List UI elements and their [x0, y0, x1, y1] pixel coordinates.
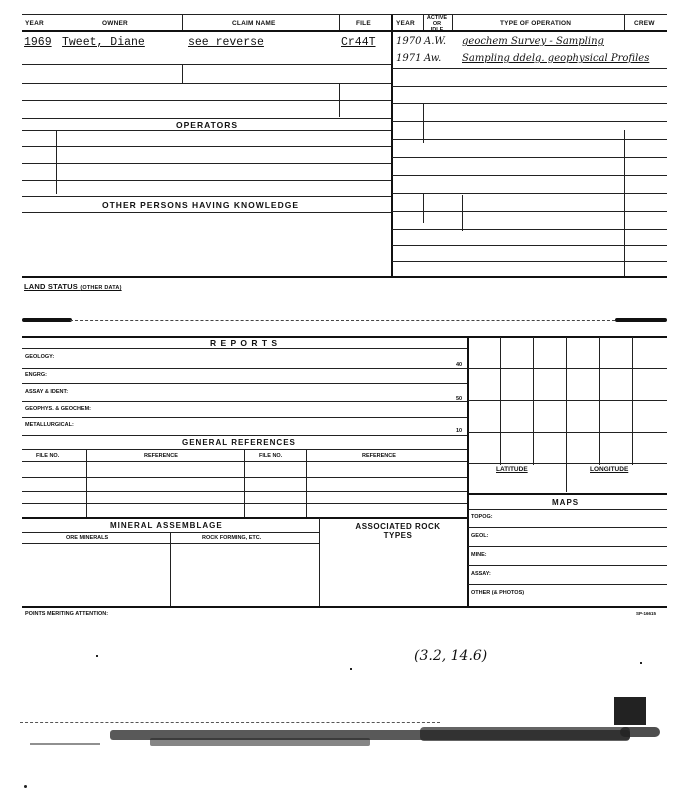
active-idle-header: ACTIVE OR IDLE [426, 15, 448, 33]
general-references-title: GENERAL REFERENCES [182, 438, 296, 447]
reference-2-header: REFERENCE [362, 453, 396, 459]
smear-left [22, 318, 72, 322]
longitude-label: LONGITUDE [590, 466, 629, 473]
year2-header: YEAR [396, 20, 415, 27]
reports-title: R E P O R T S [210, 338, 279, 348]
assay-label: ASSAY & IDENT: [25, 389, 69, 395]
reference-1-header: REFERENCE [144, 453, 178, 459]
claim-year: 1969 [24, 36, 52, 49]
mineral-assemblage-title: MINERAL ASSEMBLAGE [110, 521, 223, 530]
claim-owner: Tweet, Diane [62, 36, 145, 49]
handwritten-note: (3.2, 14.6) [414, 648, 488, 664]
latitude-label: LATITUDE [496, 466, 528, 473]
maps-topog: TOPOG: [471, 514, 493, 520]
metallurgical-num: 10 [456, 428, 463, 434]
points-meriting-label: POINTS MERITING ATTENTION: [25, 611, 109, 617]
metallurgical-label: METALLURGICAL: [25, 422, 74, 428]
rock-forming-header: ROCK FORMING, ETC. [202, 535, 262, 541]
maps-geol: GEOL: [471, 533, 489, 539]
geology-label: GEOLOGY: [25, 354, 55, 360]
maps-mine: MINE: [471, 552, 487, 558]
op2-year: 1971 [396, 53, 422, 64]
geology-num: 40 [456, 362, 463, 368]
maps-assay: ASSAY: [471, 571, 491, 577]
ore-minerals-header: ORE MINERALS [66, 535, 109, 541]
maps-other: OTHER (& PHOTOS) [471, 590, 525, 596]
claim-name: see reverse [188, 36, 264, 49]
file-no-1-header: FILE NO. [36, 453, 60, 459]
claim-file: Cr44T [341, 36, 376, 49]
claim-name-header: CLAIM NAME [232, 20, 276, 27]
op1-year: 1970 [396, 36, 422, 47]
operation-type-header: TYPE OF OPERATION [500, 20, 572, 27]
maps-title: MAPS [552, 498, 580, 507]
op2-active: Aw. [424, 53, 442, 64]
op2-type: Sampling ddelg. geophysical Profiles [462, 53, 650, 64]
owner-header: OWNER [102, 20, 128, 27]
assay-num: 50 [456, 396, 463, 402]
op1-type: geochem Survey - Sampling [462, 36, 604, 47]
associated-rock-types: ASSOCIATED ROCK TYPES [355, 522, 441, 540]
engrg-label: ENGRG: [25, 372, 47, 378]
op1-active: A.W. [424, 36, 447, 47]
land-status-label: LAND STATUS (OTHER DATA) [24, 282, 122, 291]
smear-right [615, 318, 667, 322]
crew-header: CREW [634, 20, 655, 27]
year-header: YEAR [25, 20, 44, 27]
geophys-label: GEOPHYS. & GEOCHEM: [25, 406, 92, 412]
file-no-2-header: FILE NO. [259, 453, 283, 459]
form-number: SP-16615 [636, 611, 657, 616]
other-persons-title: OTHER PERSONS HAVING KNOWLEDGE [102, 200, 300, 210]
operators-title: OPERATORS [176, 120, 239, 130]
file-header: FILE [356, 20, 371, 27]
